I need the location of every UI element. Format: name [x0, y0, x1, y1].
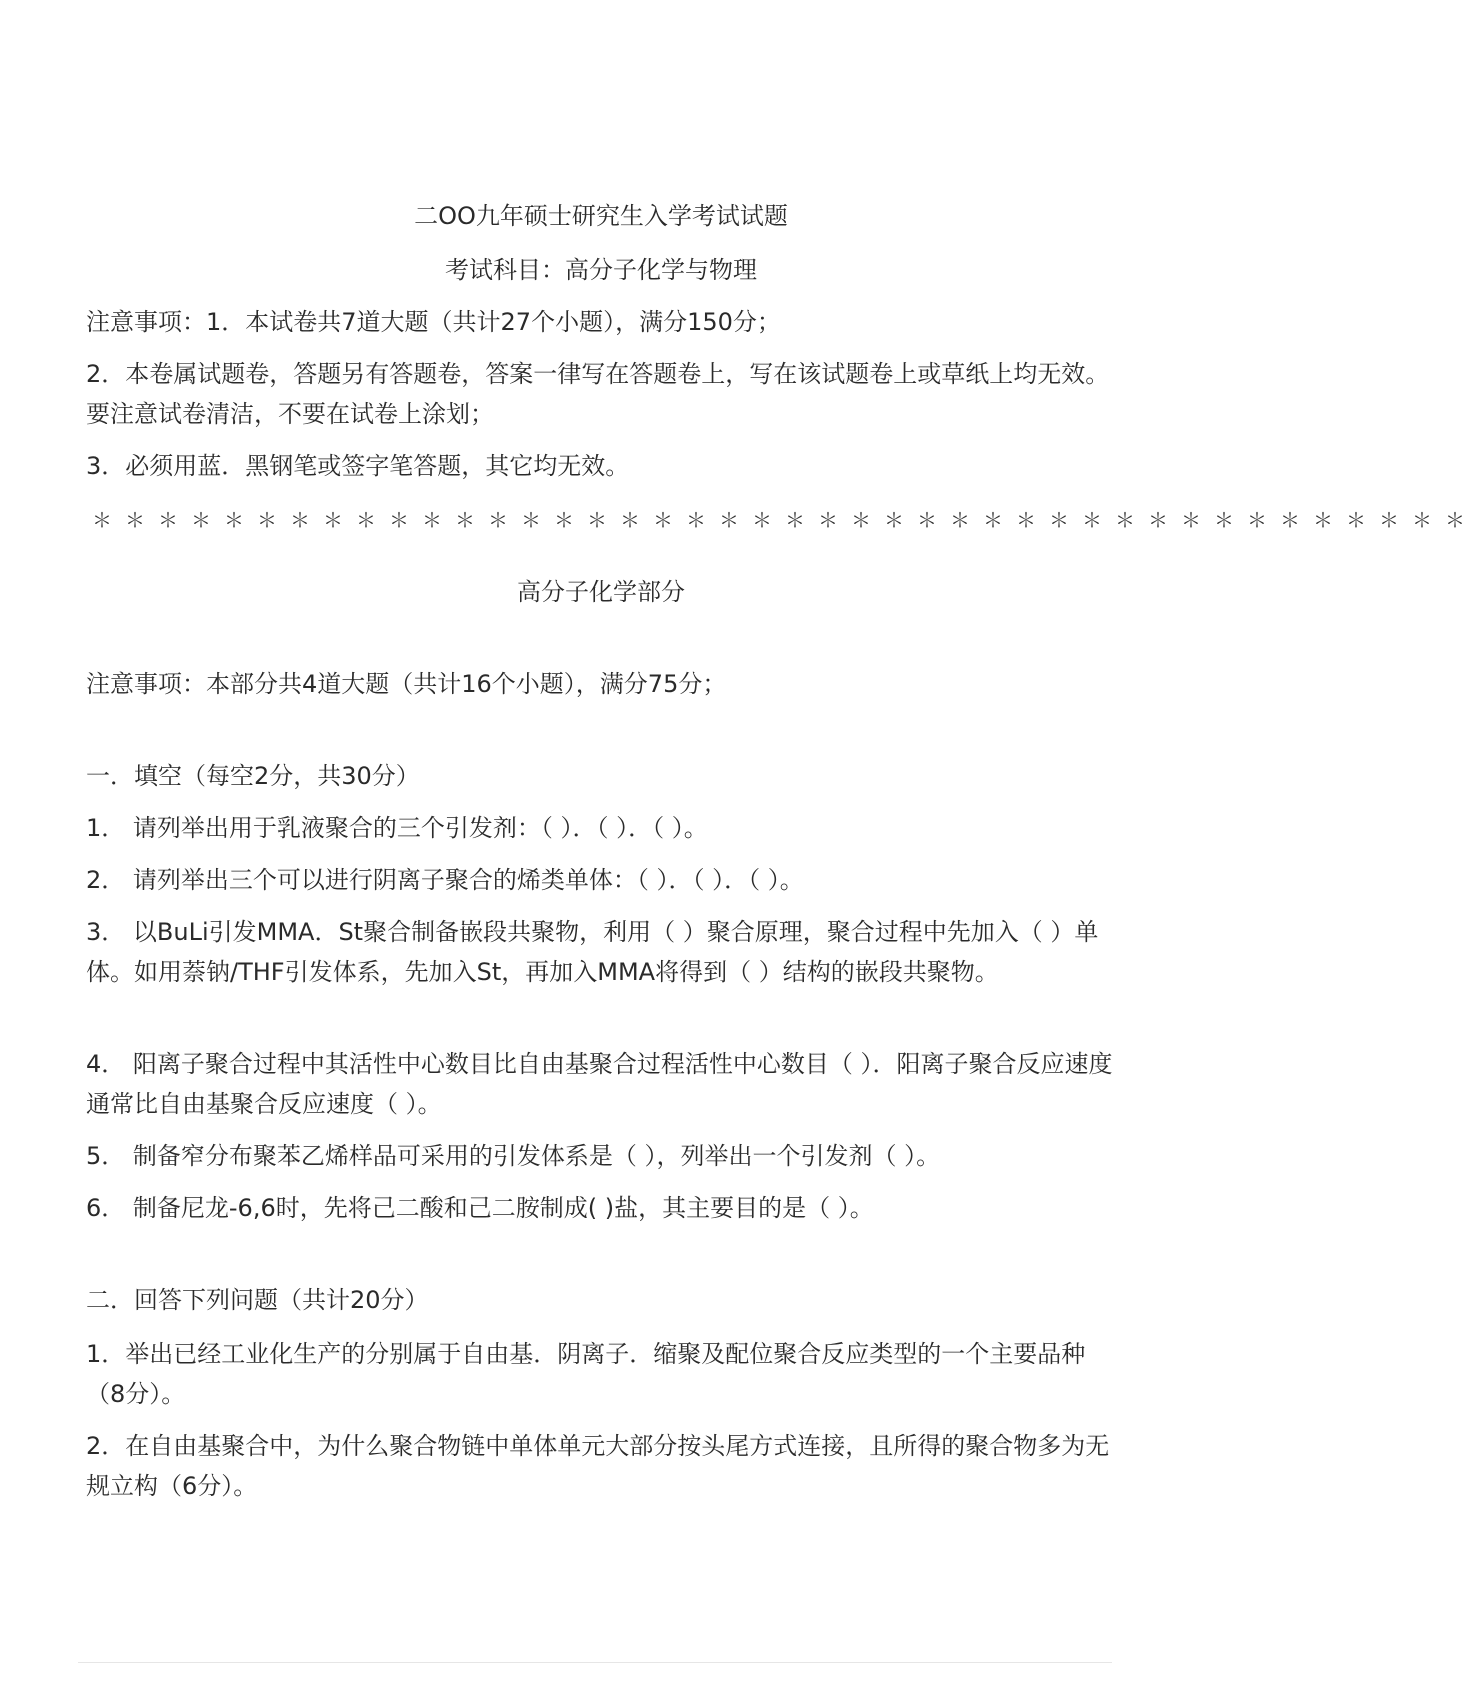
exam-title: 二OO九年硕士研究生入学考试试题	[414, 202, 788, 230]
section-title: 高分子化学部分	[517, 578, 685, 606]
question-item: 4． 阳离子聚合过程中其活性中心数目比自由基聚合过程活性中心数目（ ）．阳离子聚合反应速度通常比自由基聚合反应速度（ ）。	[86, 1050, 1113, 1118]
question-item: 1． 请列举出用于乳液聚合的三个引发剂：（ ）．（ ）．（ ）。	[86, 814, 708, 842]
page-divider	[78, 1662, 1112, 1663]
separator-stars: ＊＊＊＊＊＊＊＊＊＊＊＊＊＊＊＊＊＊＊＊＊＊＊＊＊＊＊＊＊＊＊＊＊＊＊＊＊＊＊＊＊＊	[92, 508, 1478, 532]
section-note: 注意事项：本部分共4道大题（共计16个小题），满分75分；	[86, 670, 727, 698]
general-note-2: 2．本卷属试题卷，答题另有答题卷，答案一律写在答题卷上，写在该试题卷上或草纸上均无效。要注意试卷清洁，不要在试卷上涂划；	[86, 360, 1110, 428]
exam-subject: 考试科目：高分子化学与物理	[445, 256, 757, 284]
question-item: 6． 制备尼龙-6,6时，先将己二酸和己二胺制成( )盐，其主要目的是（ ）。	[86, 1194, 874, 1222]
question-item: 3． 以BuLi引发MMA．St聚合制备嵌段共聚物，利用（ ）聚合原理，聚合过程中先加入（ ）单体。如用萘钠/THF引发体系，先加入St，再加入MMA将得到（ ）结构的嵌段共聚物。	[86, 918, 1099, 986]
part2-heading: 二．回答下列问题（共计20分）	[86, 1286, 429, 1314]
part1-heading: 一．填空（每空2分，共30分）	[86, 762, 420, 790]
general-note-3: 3．必须用蓝．黑钢笔或签字笔答题，其它均无效。	[86, 452, 630, 480]
question-item: 1．举出已经工业化生产的分别属于自由基．阴离子．缩聚及配位聚合反应类型的一个主要品种（8分）。	[86, 1340, 1086, 1408]
general-note-1: 注意事项：1．本试卷共7道大题（共计27个小题），满分150分；	[86, 308, 781, 336]
question-item: 5． 制备窄分布聚苯乙烯样品可采用的引发体系是（ ），列举出一个引发剂（ ）。	[86, 1142, 941, 1170]
question-item: 2． 请列举出三个可以进行阴离子聚合的烯类单体：（ ）．（ ）．（ ）。	[86, 866, 804, 894]
question-item: 2．在自由基聚合中，为什么聚合物链中单体单元大部分按头尾方式连接，且所得的聚合物多为无规立构（6分）。	[86, 1432, 1110, 1500]
